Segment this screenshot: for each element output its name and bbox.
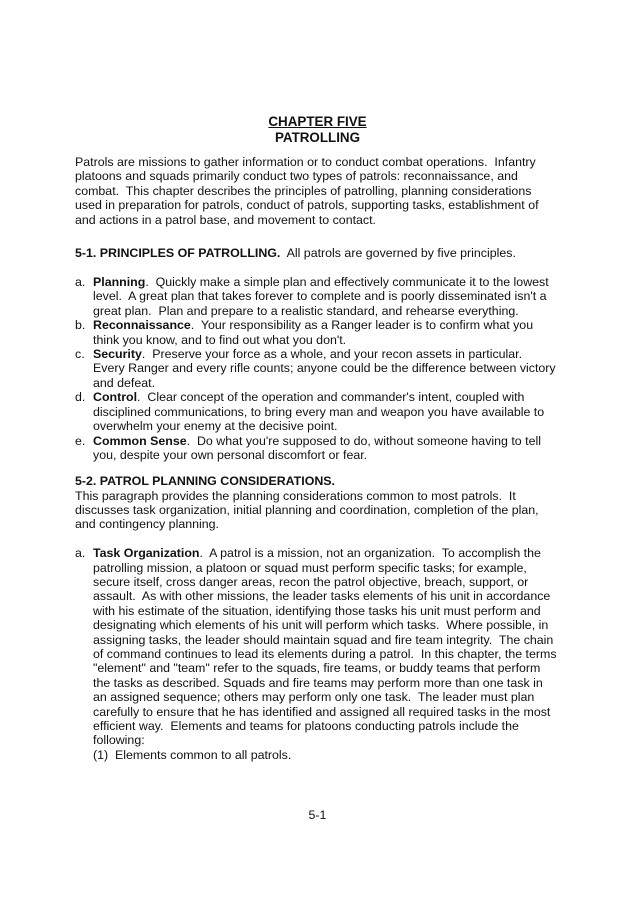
page-body — [0, 114, 635, 762]
text-line — [93, 647, 615, 661]
line-text: carefully to ensure that he has identified and assigned all required tasks in the most — [93, 704, 551, 719]
text-line — [93, 419, 615, 433]
section-5-1-heading — [75, 246, 615, 260]
list-marker: d. — [75, 390, 86, 405]
text-line — [93, 546, 615, 560]
line-text: patrolling mission, a platoon or squad must perform specific tasks; for example, — [93, 560, 527, 575]
text-line — [93, 661, 615, 675]
text-line — [93, 390, 615, 404]
line-text: assigning tasks, the leader should maintain squad and fire team integrity. The chain — [93, 632, 554, 647]
list-item — [75, 390, 615, 433]
list-marker: a. — [75, 275, 86, 290]
line-text: efficient way. Elements and teams for platoons conducting patrols include the — [93, 719, 519, 733]
text-line — [93, 448, 615, 462]
text-line — [93, 705, 615, 719]
line-text: . A patrol is a mission, not an organization. To accomplish the — [199, 546, 541, 561]
line-text: Every Ranger and every rifle counts; anyone could be the difference between victory — [93, 361, 556, 376]
text-line: and contingency planning. — [75, 517, 219, 532]
line-text: "element" and "team" refer to the squads, fire teams, or buddy teams that perform — [93, 661, 541, 676]
line-text: disciplined communications, to bring every man and weapon you have available to — [93, 404, 545, 419]
text-line — [93, 304, 615, 318]
line-text: overwhelm your enemy at the decisive point. — [93, 419, 338, 434]
text-line: discusses task organization, initial planning and coordination, completion of the plan, — [75, 502, 539, 517]
list-term: Planning — [93, 275, 146, 290]
text-line — [93, 633, 615, 647]
text-line — [93, 405, 615, 419]
line-text: and defeat. — [93, 375, 156, 390]
text-line: Patrols are missions to gather information or to conduct combat operations. Infantry — [75, 155, 536, 169]
list-marker: c. — [75, 347, 85, 362]
text-line — [93, 333, 615, 347]
section-5-2 — [75, 474, 615, 532]
text-line: used in preparation for patrols, conduct of patrols, supporting tasks, establishment of — [75, 198, 539, 213]
line-text: of command continues to lead its elements during a patrol. In this chapter, the terms — [93, 646, 557, 661]
line-text: assault. As with other missions, the leader tasks elements of his unit in accordance — [93, 589, 551, 604]
text-line — [93, 719, 615, 733]
text-line — [93, 434, 615, 448]
section-intro — [75, 489, 615, 532]
list-item — [75, 347, 615, 390]
list-marker: a. — [75, 546, 86, 561]
line-text: (1) Elements common to all patrols. — [93, 747, 292, 762]
line-text: . Preserve your force as a whole, and your recon assets in particular. — [141, 347, 523, 362]
section-heading: 5-2. PATROL PLANNING CONSIDERATIONS. — [75, 474, 335, 489]
text-line — [93, 275, 615, 289]
text-line — [93, 604, 615, 618]
list-marker: e. — [75, 433, 86, 448]
text-line — [93, 733, 615, 747]
text-line — [93, 289, 615, 303]
line-text: designating which elements of his unit will perform which tasks. Where possible, in — [93, 618, 549, 633]
line-text: . Do what you're supposed to do, without someone having to tell — [186, 433, 541, 448]
list-term: Common Sense — [93, 433, 187, 448]
principles-list — [75, 275, 615, 462]
text-line — [93, 618, 615, 632]
text-line — [93, 361, 615, 375]
line-text: with his estimate of the situation, identifying those tasks his unit must perform and — [93, 603, 541, 618]
text-line: This paragraph provides the planning considerations common to most patrols. It — [75, 488, 516, 503]
section-heading: 5-1. PRINCIPLES OF PATROLLING. — [75, 246, 281, 261]
text-line — [93, 561, 615, 575]
line-text: secure itself, cross danger areas, recon the patrol objective, breach, support, or — [93, 574, 529, 589]
planning-list — [75, 546, 615, 762]
line-text: . Quickly make a simple plan and effectively communicate it to the lowest — [145, 275, 549, 290]
list-item — [75, 434, 615, 463]
intro-paragraph — [75, 155, 615, 227]
line-text: great plan. Plan and prepare to a realistic standard, and rehearse everything. — [93, 303, 519, 318]
text-line — [93, 676, 615, 690]
line-text: . Your responsibility as a Ranger leader is to confirm what you — [190, 318, 534, 333]
chapter-label: CHAPTER FIVE — [268, 114, 367, 129]
text-line: combat. This chapter describes the principles of patrolling, planning considerations — [75, 183, 532, 198]
text-line — [93, 376, 615, 390]
list-item — [75, 318, 615, 347]
text-line — [93, 318, 615, 332]
text-line: platoons and squads primarily conduct two types of patrols: reconnaissance, and — [75, 169, 518, 184]
section-heading-rest: All patrols are governed by five principles. — [280, 246, 516, 261]
section-heading-line — [75, 246, 615, 260]
chapter-title: PATROLLING — [274, 130, 361, 145]
line-text: an assigned sequence; others may perform only one task. The leader must plan — [93, 690, 535, 705]
line-text: . Clear concept of the operation and commander's intent, coupled with — [137, 390, 525, 405]
line-text: you, despite your own personal discomfort or fear. — [93, 447, 368, 462]
line-text: think you know, and to find out what you don't. — [93, 332, 347, 347]
text-line — [93, 575, 615, 589]
list-marker: b. — [75, 318, 86, 333]
list-term: Reconnaissance — [93, 318, 191, 333]
list-item — [75, 546, 615, 762]
text-line — [93, 690, 615, 704]
list-item — [75, 275, 615, 318]
line-text: the tasks as described. Squads and fire teams may perform more than one task in — [93, 675, 543, 690]
text-line — [93, 748, 615, 762]
text-line: and actions in a patrol base, and movement to contact. — [75, 212, 376, 227]
list-term: Security — [93, 347, 142, 362]
page-number: 5-1 — [308, 808, 327, 822]
text-line — [93, 589, 615, 603]
line-text: level. A great plan that takes forever to complete and is poorly disseminated isn't a — [93, 289, 547, 304]
text-line — [93, 347, 615, 361]
line-text: following: — [93, 733, 145, 748]
chapter-heading — [0, 114, 635, 146]
list-term: Task Organization — [93, 546, 200, 561]
list-term: Control — [93, 390, 138, 405]
